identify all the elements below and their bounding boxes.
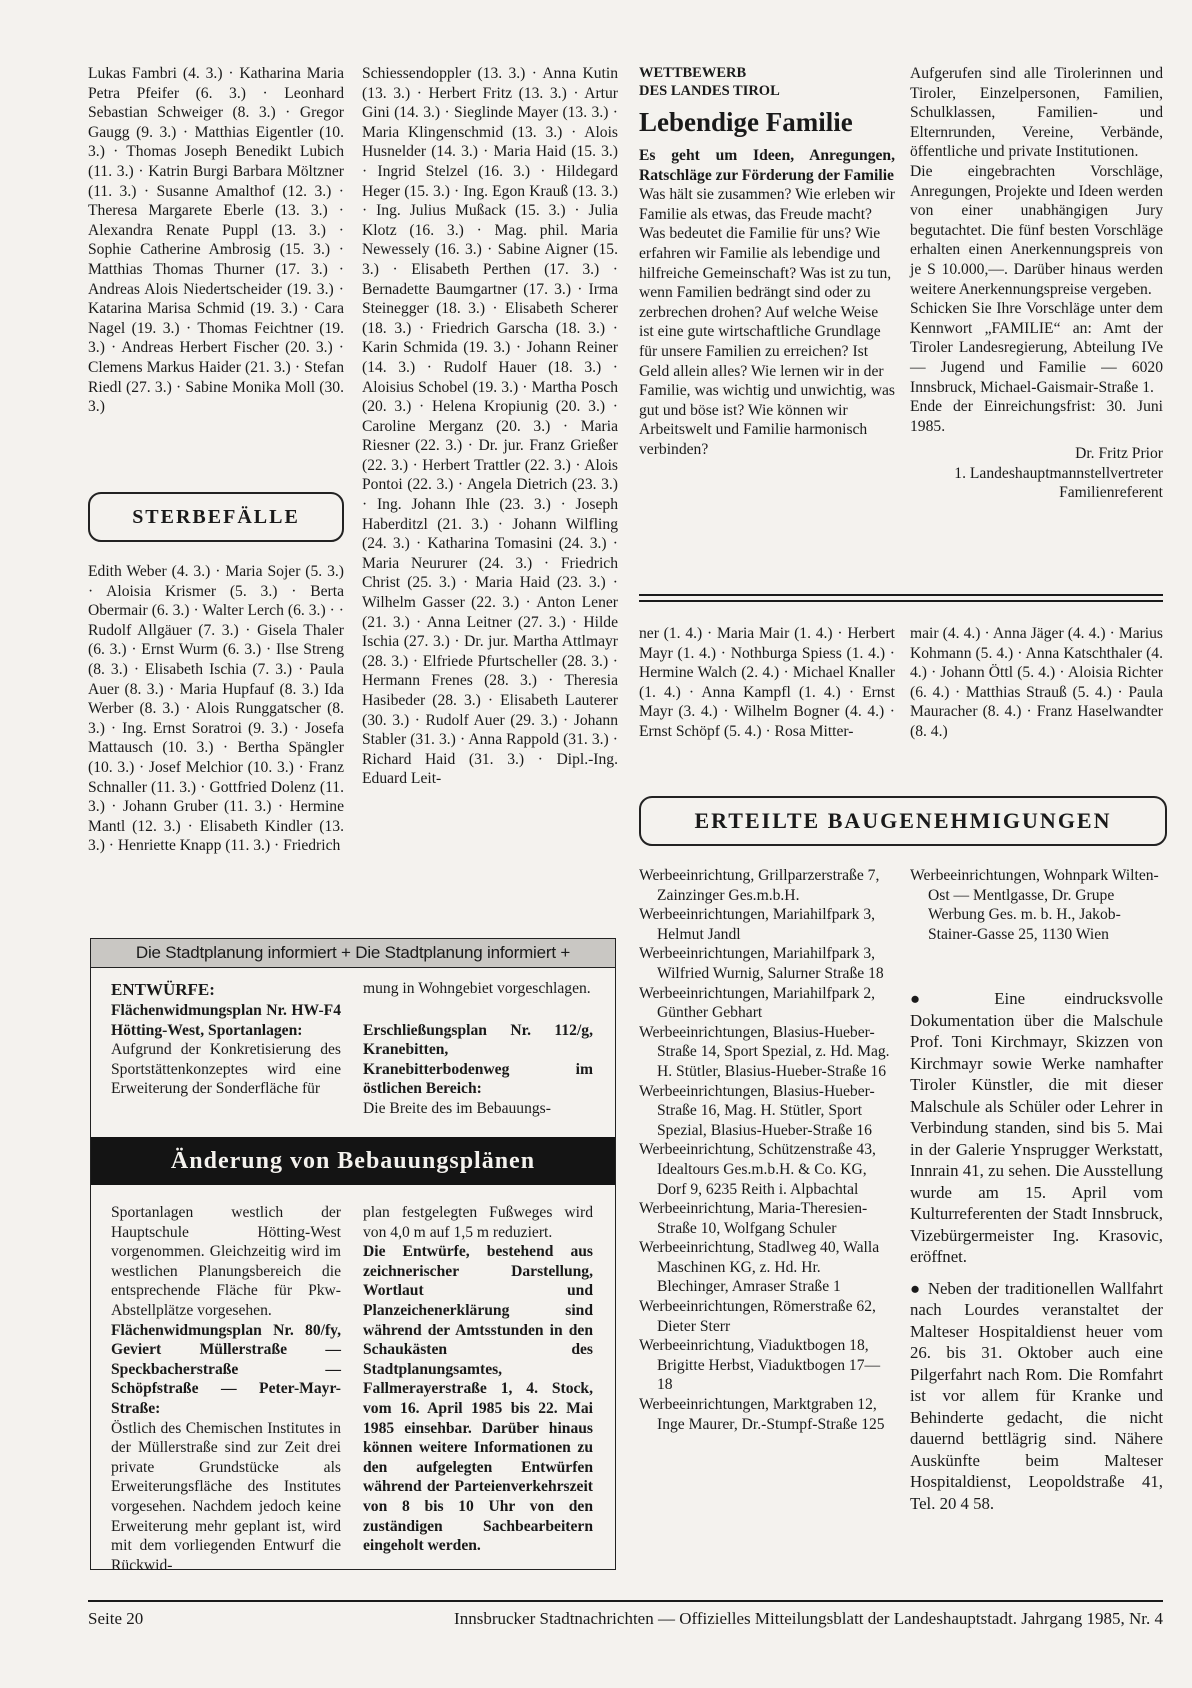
contest-signature-role-1: 1. Landeshauptmannstellvertreter	[954, 464, 1163, 482]
contest-signature-name: Dr. Fritz Prior	[1075, 445, 1163, 463]
divider-double-top	[639, 594, 1163, 596]
planning-box	[90, 938, 616, 1574]
deaths-list-1: Edith Weber (4. 3.) · Maria Sojer (5. 3.) · Aloisia Krismer (5. 3.) · Berta Obermair (6. 3.) · Walter Lerch (6. 3.) · · Rudolf Allgäuer (7. 3.) · Gisela Thaler (6. 3.) · Ernst Wurm (6. 3.) · Ilse Streng (8. 3.) · Elisabeth Ischia (7. 3.) · Paula Auer (8. 3.) · Maria Hupfauf (8. 3.) Ida Werber (8. 3.) · Alois Runggatscher (8. 3.) · Ing. Ernst Soratroi (9. 3.) · Josefa Mattausch (10. 3.) · Bertha Spängler (10. 3.) · Josef Melchior (10. 3.) · Franz Schnaller (11. 3.) · Gottfried Dolenz (11. 3.) · Johann Gruber (11. 3.) · Hermine Mantl (12. 3.) · Elisabeth Kindler (13. 3.) · Henriette Knapp (11. 3.) · Friedrich	[88, 563, 344, 855]
changes-banner: Änderung von Bebauungsplänen	[91, 1137, 615, 1185]
contest-signature-role-2: Familienreferent	[1059, 484, 1163, 502]
divider-double-bottom	[639, 600, 1163, 602]
drafts-plan-hw-f4: Flächenwidmungsplan Nr. HW-F4 Hötting-West, Sportanlagen:	[111, 1002, 341, 1039]
permit-entry: Werbeeinrichtung, Grillparzerstraße 7, Zainzinger Ges.m.b.H.	[639, 867, 880, 904]
drafts-column-1	[111, 979, 341, 1099]
changes-plan-80fy: Flächenwidmungsplan Nr. 80/fy, Geviert Müllerstraße — Speckbacherstraße — Schöpfstraße — Peter-Mayr-Straße:	[111, 1321, 341, 1417]
permits-column-2	[910, 866, 1163, 944]
planning-banner: Die Stadtplanung informiert + Die Stadtplanung informiert +	[91, 939, 615, 968]
contest-title: Lebendige Familie	[639, 107, 853, 137]
permits-header	[639, 796, 1167, 846]
drafts-text-1: Aufgrund der Konkretisierung des Sportstättenkonzeptes wird eine Erweiterung der Sonderfläche für	[111, 1041, 341, 1098]
changes-text-1: Sportanlagen westlich der Hauptschule Hötting-West vorgenommen. Gleichzeitig wird im westlichen Planungsbereich die entsprechende Fläche für Pkw-Abstellplätze vorgesehen.	[111, 1204, 341, 1319]
contest-paragraph-2: Die eingebrachten Vorschläge, Anregungen, Projekte und Ideen werden von einer unabhängigen Jury begutachtet. Die fünf besten Vorschläge erhalten einen Anerkennungspreis von je S 10.000,—. Darüber hinaus werden weitere Anerkennungspreise vergeben.	[910, 162, 1163, 298]
footer-rule	[88, 1600, 1163, 1602]
permits-column-1	[639, 866, 895, 1434]
deaths-column-3	[639, 624, 895, 742]
news-item-exhibition: ● Eine eindrucksvolle Dokumentation über die Malschule Prof. Toni Kirchmayr, Skizzen von Kirchmayr sowie Werke namhafter Tiroler Künstler, die mit dieser Malschule als Schüler oder Lehrer in Verbindung standen, sind bis 5. Mai in der Galerie Ynsprugger Werkstatt, Innrain 41, zu sehen. Die Ausstellung wurde am 15. April vom Kulturreferenten der Stadt Innsbruck, Vizebürgermeister Ing. Krasovic, eröffnet.	[910, 989, 1163, 1266]
contest-paragraph-3: Schicken Sie Ihre Vorschläge unter dem Kennwort „FAMILIE“ an: Amt der Tiroler Landesregierung, Abteilung IVe — Jugend und Familie — 6020 Innsbruck, Michael-Gaismair-Straße 1.	[910, 300, 1163, 396]
contest-lead: Es geht um Ideen, Anregungen, Ratschläge zur Förderung der Familie	[639, 147, 895, 184]
contest-paragraph-1: Aufgerufen sind alle Tirolerinnen und Tiroler, Einzelpersonen, Familien, Schulklassen, Familien- und Elternrunden, Vereine, Verbände, öffentliche und private Institutionen.	[910, 65, 1163, 161]
changes-notice: Die Entwürfe, bestehend aus zeichnerischer Darstellung, Wortlaut und Planzeichenerklärung sind während der Amtsstunden in den Schaukästen des Stadtplanungsamtes, Fallmerayerstraße 1, 4. Stock, vom 16. April 1985 bis 22. Mai 1985 einsehbar. Darüber hinaus können weitere Informationen zu den aufgelegten Entwürfen während der Parteienverkehrszeit von 8 bis 10 Uhr von den zuständigen Sachbearbeitern eingeholt werden.	[363, 1243, 593, 1555]
permit-entry: Werbeeinrichtungen, Blasius-Hueber-Straße 16, Mag. H. Stütler, Sport Spezial, Blasius-Hueber-Straße 16	[639, 1082, 875, 1139]
names-list-2: Schiessendoppler (13. 3.) · Anna Kutin (13. 3.) · Herbert Fritz (13. 3.) · Artur Gini (14. 3.) · Sieglinde Mayer (13. 3.) · Maria Klingenschmid (13. 3.) · Alois Husnelder (14. 3.) · Maria Haid (15. 3.) · Ingrid Stelzel (16. 3.) · Hildegard Heger (15. 3.) · Ing. Egon Krauß (13. 3.) · Ing. Julius Mußack (15. 3.) · Julia Klotz (16. 3.) · Mag. phil. Maria Newessely (16. 3.) · Sabine Aigner (15. 3.) · Elisabeth Perthen (17. 3.) · Bernadette Baumgartner (17. 3.) · Irma Steinegger (18. 3.) · Elisabeth Scherer (18. 3.) · Friedrich Garscha (18. 3.) · Karin Schmida (19. 3.) · Johann Reiner (14. 3.) · Rudolf Hauer (18. 3.) · Aloisius Schobel (19. 3.) · Martha Posch (20. 3.) · Helena Kropiunig (20. 3.) · Caroline Merganz (20. 3.) · Maria Riesner (22. 3.) · Dr. jur. Franz Grießer (22. 3.) · Herbert Trattler (22. 3.) · Alois Pontoi (22. 3.) · Angela Dietrich (23. 3.) · Ing. Johann Ihle (23. 3.) · Joseph Haberditzl (21. 3.) · Johann Wilfling (24. 3.) · Katharina Tomasini (24. 3.) · Maria Neururer (24. 3.) · Friedrich Christ (25. 3.) · Maria Haid (23. 3.) · Wilhelm Gasser (22. 3.) · Anton Lener (21. 3.) · Anna Leitner (27. 3.) · Hilde Ischia (27. 3.) · Dr. jur. Martha Attlmayr (28. 3.) · Elfriede Pfurtscheller (28. 3.) · Hermann Frenes (28. 3.) · Theresia Hasibeder (28. 3.) · Elisabeth Lauterer (30. 3.) · Rudolf Auer (29. 3.) · Johann Stabler (31. 3.) · Anna Rappold (31. 3.) · Richard Haid (31. 3.) · Dipl.-Ing. Eduard Leit-	[362, 65, 618, 788]
permit-entry: Werbeeinrichtung, Viaduktbogen 18, Brigitte Herbst, Viaduktbogen 17—18	[639, 1337, 881, 1394]
births-column-1	[88, 64, 344, 417]
news-column	[910, 988, 1163, 1514]
deaths-title: STERBEFÄLLE	[132, 506, 300, 528]
drafts-plan-112g: Erschließungsplan Nr. 112/g, Kranebitten, Kranebitterbodenweg im östlichen Bereich:	[363, 1021, 593, 1098]
permit-entry: Werbeeinrichtung, Maria-Theresien-Straße 10, Wolfgang Schuler	[639, 1200, 868, 1237]
contest-questions: Was hält sie zusammen? Wie erleben wir Familie als etwas, das Freude macht? Was bedeutet die Familie für uns? Wie erfahren wir Familie als lebendige und hilfreiche Gemeinschaft? Was ist zu tun, wenn Familien bedrängt sind oder zu zerbrechen drohen? Auf welche Weise ist eine gute wirtschaftliche Grundlage für unsere Familien zu erreichen? Ist Geld allein alles? Wie lernen wir in der Familie, was wichtig und unwichtig, was gut und böse ist? Wie können wir Arbeitswelt und Familie harmonisch verbinden?	[639, 186, 895, 458]
permit-entry: Werbeeinrichtungen, Marktgraben 12, Inge Maurer, Dr.-Stumpf-Straße 125	[639, 1396, 885, 1433]
drafts-text-2: mung in Wohngebiet vorgeschlagen.	[363, 980, 591, 997]
deaths-header	[88, 492, 344, 542]
deaths-list-4: mair (4. 4.) · Anna Jäger (4. 4.) · Marius Kohmann (5. 4.) · Anna Katschthaler (4. 4.) · Johann Öttl (5. 4.) · Aloisia Richter (6. 4.) · Matthias Strauß (5. 4.) · Paula Mauracher (8. 4.) · Franz Haselwandter (8. 4.)	[910, 625, 1163, 740]
footer-publication-title: Innsbrucker Stadtnachrichten — Offizielles Mitteilungsblatt der Landeshauptstadt. Jahrgang 1985, Nr. 4	[454, 1609, 1163, 1628]
deaths-list-3: ner (1. 4.) · Maria Mair (1. 4.) · Herbert Mayr (1. 4.) · Nothburga Spiess (1. 4.) · Hermine Walch (2. 4.) · Michael Knaller (1. 4.) · Anna Kampfl (1. 4.) · Ernst Mayr (3. 4.) · Wilhelm Bogner (4. 4.) · Ernst Schöpf (5. 4.) · Rosa Mitter-	[639, 625, 895, 740]
permit-entry: Werbeeinrichtung, Schützenstraße 43, Idealtours Ges.m.b.H. & Co. KG, Dorf 9, 6235 Reith i. Alpbachtal	[639, 1141, 876, 1198]
deaths-column-4	[910, 624, 1163, 742]
contest-column-1	[639, 64, 895, 460]
changes-column-2	[363, 1203, 593, 1556]
permits-title: ERTEILTE BAUGENEHMIGUNGEN	[694, 808, 1112, 833]
permit-entry: Werbeeinrichtungen, Blasius-Hueber-Straße 14, Sport Spezial, z. Hd. Mag. H. Stütler, Blasius-Hueber-Straße 16	[639, 1023, 890, 1080]
permit-entry: Werbeeinrichtungen, Römerstraße 62, Dieter Sterr	[639, 1298, 876, 1335]
permit-entry: Werbeeinrichtung, Stadlweg 40, Walla Maschinen KG, z. Hd. Hr. Blechinger, Amraser Straße 1	[639, 1239, 880, 1296]
permit-entry: Werbeeinrichtungen, Mariahilfpark 2, Günther Gebhart	[639, 984, 876, 1022]
contest-kicker-2: DES LANDES TIROL	[639, 83, 780, 99]
news-item-pilgrimage: ● Neben der traditionellen Wallfahrt nach Lourdes veranstaltet der Malteser Hospitaldienst heuer vom 26. bis 31. Oktober auch eine Pilgerfahrt nach Rom. Die Romfahrt ist vor allem für Kranke und Behinderte gedacht, die nicht dauernd bettlägrig sind. Nähere Auskünfte beim Malteser Hospitaldienst, Leopoldstraße 41, Tel. 20 4 58.	[910, 1278, 1163, 1513]
changes-column-1	[111, 1203, 341, 1575]
births-column-2	[362, 64, 618, 789]
contest-kicker-1: WETTBEWERB	[639, 65, 747, 81]
deaths-column-1	[88, 562, 344, 856]
permit-entry: Werbeeinrichtungen, Wohnpark Wilten-Ost — Mentlgasse, Dr. Grupe Werbung Ges. m. b. H., Jakob-Stainer-Gasse 25, 1130 Wien	[910, 867, 1159, 943]
changes-text-3: plan festgelegten Fußweges wird von 4,0 m auf 1,5 m reduziert.	[363, 1204, 593, 1241]
contest-deadline: Ende der Einreichungsfrist: 30. Juni 1985.	[910, 398, 1163, 435]
drafts-title: ENTWÜRFE:	[111, 980, 215, 999]
births-list: Lukas Fambri (4. 3.) · Katharina Maria Petra Pfeifer (6. 3.) · Leonhard Sebastian Schweiger (8. 3.) · Gregor Gaugg (9. 3.) · Matthias Eigentler (10. 3.) · Thomas Joseph Benedikt Lubich (11. 3.) · Katrin Burgi Barbara Möltzner (11. 3.) · Susanne Amalthof (12. 3.) · Theresa Margarete Eberle (13. 3.) · Alexandra Renate Puppl (13. 3.) · Sophie Catherine Ambrosig (15. 3.) · Matthias Thomas Thurner (17. 3.) · Andreas Alois Niedertscheider (19. 3.) · Katarina Marisa Schmid (19. 3.) · Cara Nagel (19. 3.) · Thomas Feichtner (19. 3.) · Andreas Herbert Fischer (20. 3.) · Clemens Markus Haider (21. 3.) · Stefan Riedl (27. 3.) · Sabine Monika Moll (30. 3.)	[88, 65, 344, 416]
permit-entry: Werbeeinrichtungen, Mariahilfpark 3, Helmut Jandl	[639, 906, 876, 943]
contest-column-2	[910, 64, 1163, 503]
changes-text-2: Östlich des Chemischen Institutes in der Müllerstraße sind zur Zeit drei private Grundstücke als Erweiterungsfläche des Institutes vorgesehen. Nachdem jedoch keine Erweiterung mehr geplant ist, wird mit dem vorliegenden Entwurf die Rückwid-	[111, 1419, 341, 1574]
permit-entry: Werbeeinrichtungen, Mariahilfpark 3, Wilfried Wurnig, Salurner Straße 18	[639, 945, 884, 982]
drafts-text-3: Die Breite des im Bebauungs-	[363, 1099, 551, 1117]
drafts-column-2	[363, 979, 593, 1119]
footer-page-number: Seite 20	[88, 1609, 144, 1628]
